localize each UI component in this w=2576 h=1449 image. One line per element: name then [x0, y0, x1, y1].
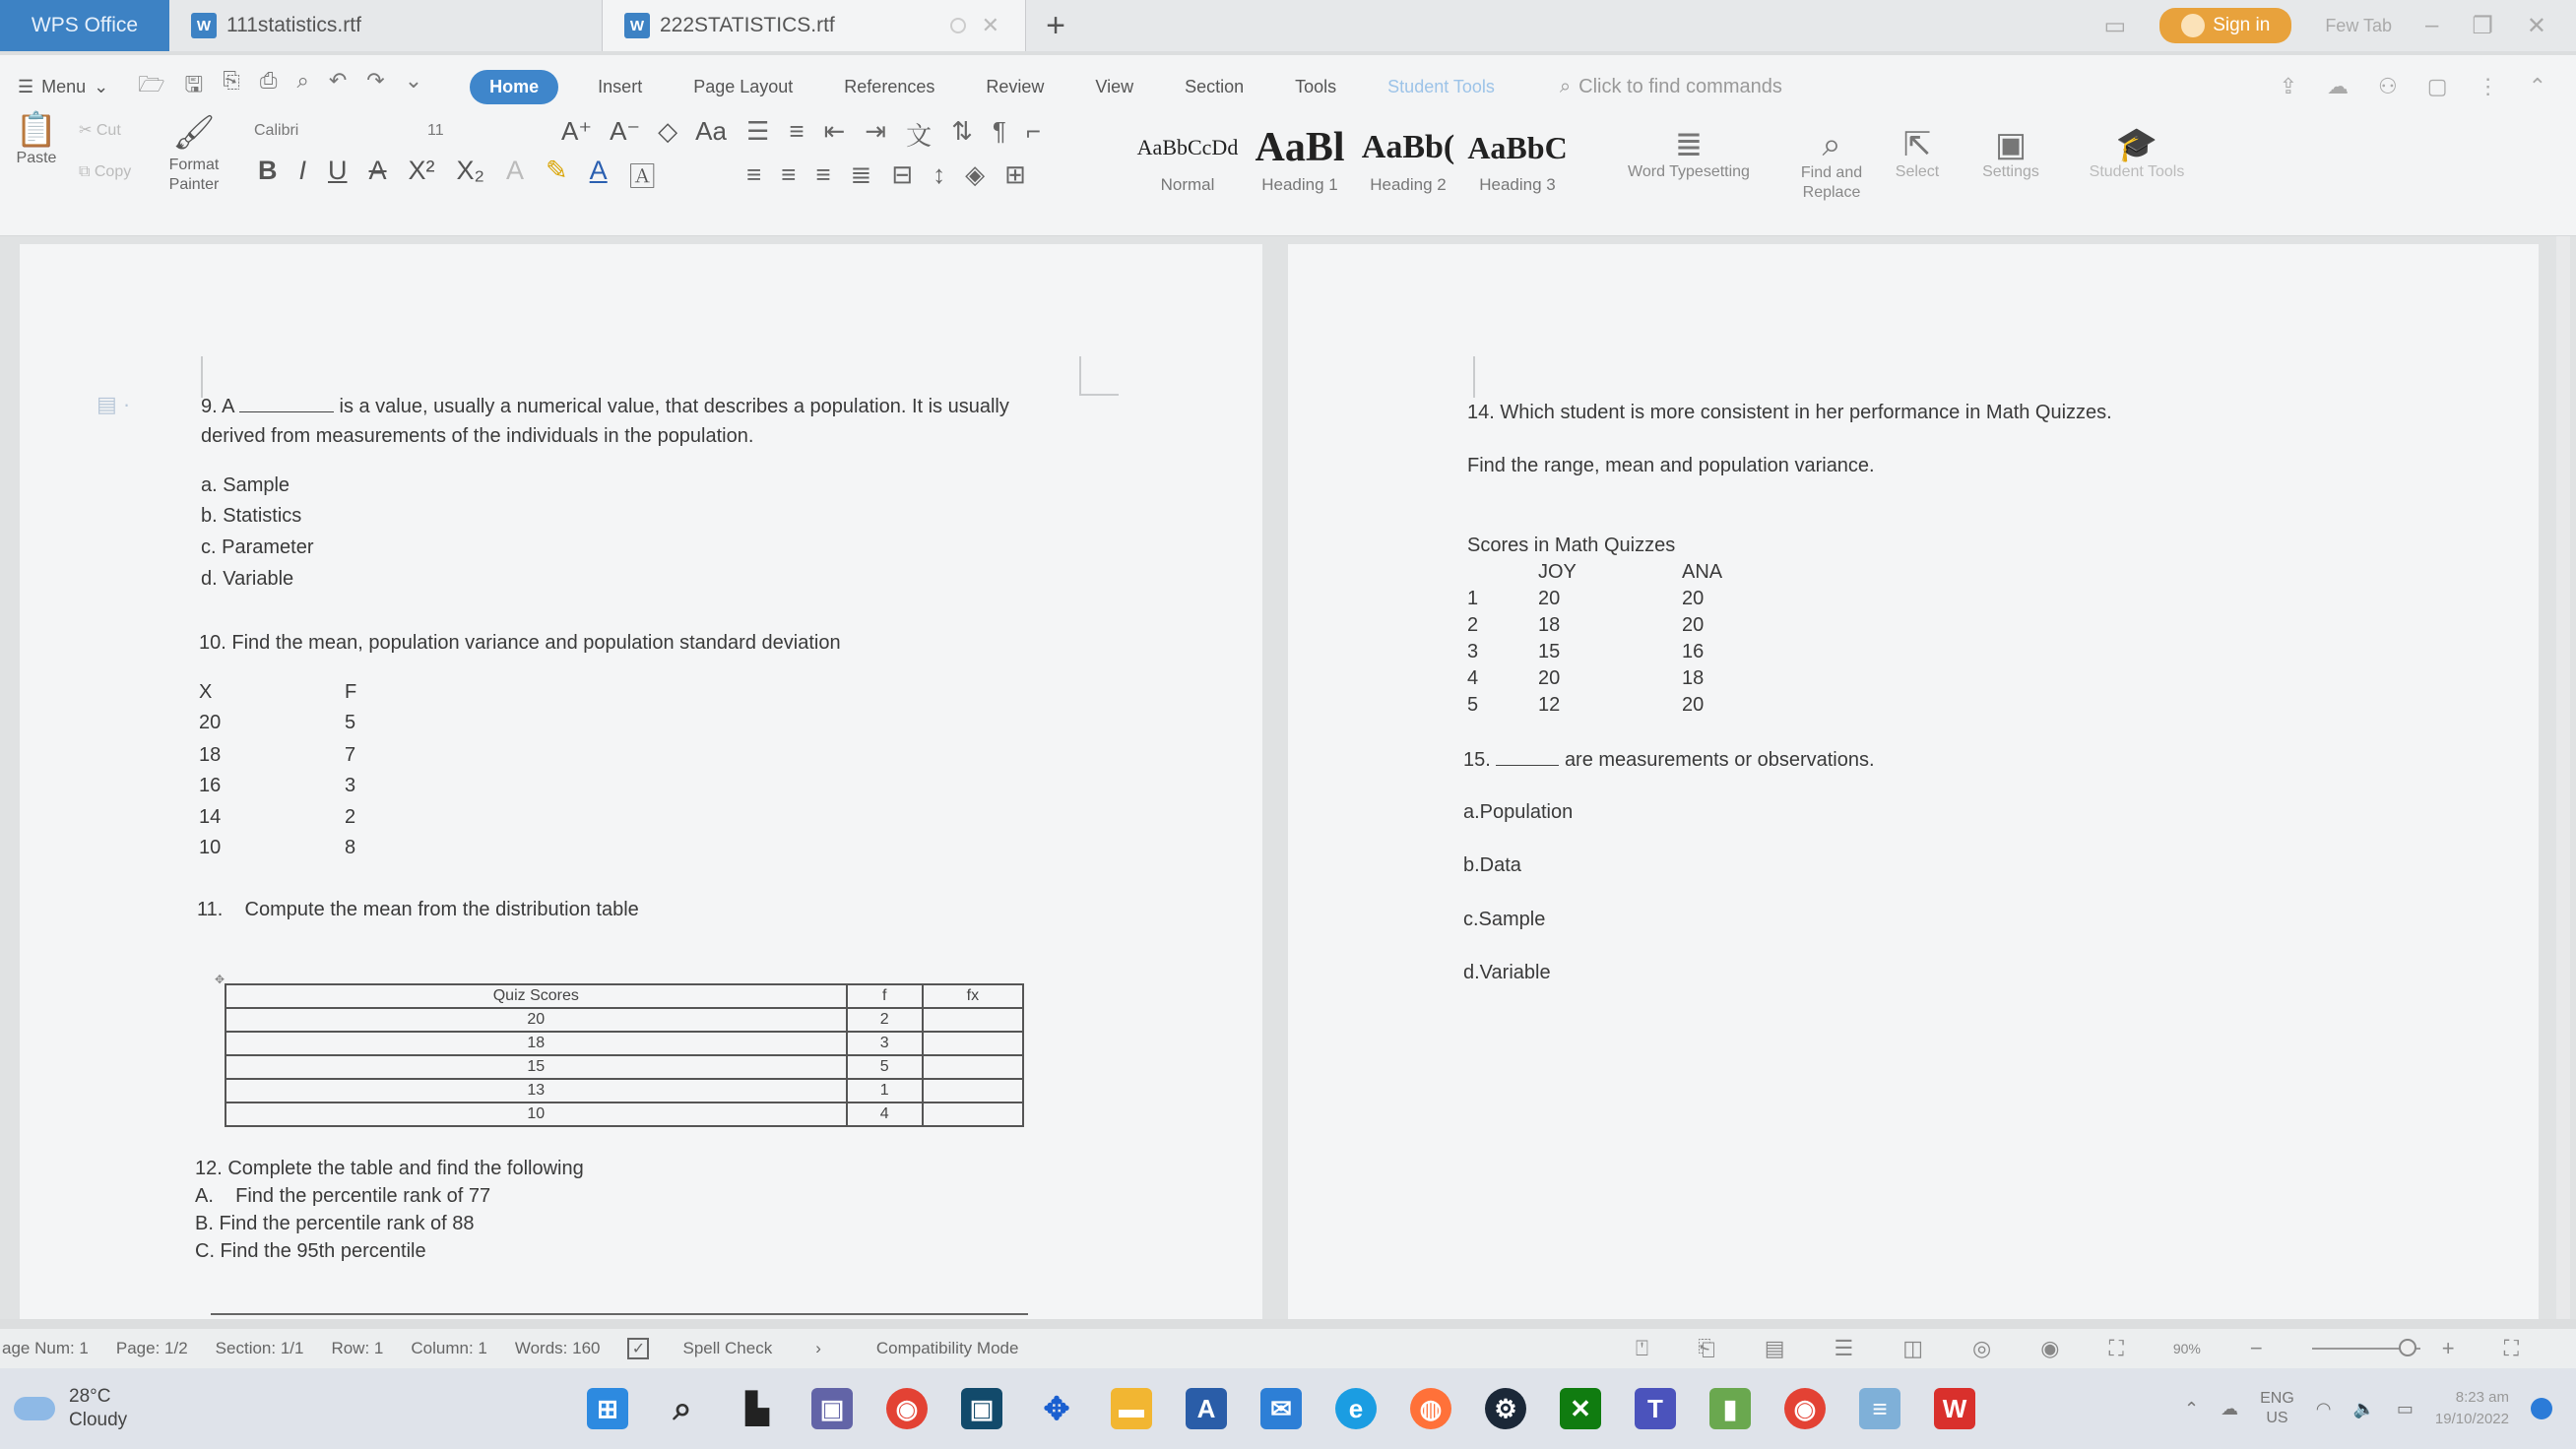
- table-cell[interactable]: [923, 1008, 1023, 1032]
- taskbar-apps: [587, 1388, 1975, 1429]
- cloud-icon: [14, 1397, 55, 1420]
- chevron-right-icon: ›: [815, 1339, 821, 1357]
- align-left-icon[interactable]: ≡: [746, 159, 762, 189]
- q15-blank: [1496, 765, 1559, 766]
- shrink-font-icon[interactable]: A⁻: [610, 116, 641, 146]
- crop-mark: [1465, 356, 1475, 398]
- redo-icon[interactable]: ↷: [366, 68, 385, 93]
- zoom-in-icon[interactable]: +: [2441, 1336, 2455, 1360]
- tab-section[interactable]: Section: [1185, 76, 1245, 96]
- font-format-tools: [258, 156, 656, 194]
- doc-tab-label: 111statistics.rtf: [226, 14, 361, 36]
- scores-ana: 20: [1682, 614, 1705, 636]
- collaborate-icon[interactable]: ⚇: [2378, 74, 2398, 98]
- q15-option-a: a.Population: [1463, 801, 1574, 823]
- subscript-icon[interactable]: X₂: [456, 156, 485, 185]
- zoom-knob[interactable]: [2399, 1339, 2416, 1356]
- q9-blank: [239, 411, 334, 412]
- sort-icon[interactable]: ⇅: [951, 116, 973, 146]
- windows-taskbar: [0, 1368, 2576, 1449]
- justify-icon[interactable]: ≣: [850, 159, 872, 189]
- tab-insert[interactable]: Insert: [598, 76, 643, 96]
- export-pdf-icon[interactable]: ⎘: [223, 68, 240, 93]
- clock-time: 8:23 am: [2455, 1389, 2509, 1406]
- paragraph-tools-bottom: [746, 159, 1026, 190]
- table-cell[interactable]: 20: [225, 1008, 847, 1032]
- numbering-icon[interactable]: ≡: [789, 116, 805, 146]
- increase-indent-icon[interactable]: ⇥: [865, 116, 887, 146]
- crop-mark: [193, 356, 203, 398]
- app-icon[interactable]: ▣: [961, 1388, 1002, 1429]
- new-tab-button[interactable]: +: [1046, 6, 1065, 44]
- q12-item-b: B. Find the percentile rank of 88: [195, 1213, 475, 1234]
- print-icon[interactable]: ⎙: [259, 68, 278, 93]
- table-cell[interactable]: 1: [847, 1079, 923, 1102]
- scores-ana: 18: [1682, 667, 1705, 689]
- task-view-icon[interactable]: ▙: [745, 1392, 769, 1425]
- teams-chat-icon[interactable]: ▣: [811, 1388, 853, 1429]
- tab-references[interactable]: References: [844, 76, 935, 96]
- outline-view-icon[interactable]: ☰: [1834, 1336, 1854, 1360]
- scores-joy: 18: [1538, 614, 1561, 636]
- scores-ana: 20: [1682, 694, 1705, 716]
- char-border-icon[interactable]: 🄰: [628, 162, 656, 192]
- copy-label: Copy: [94, 163, 132, 180]
- q11-text: 11. Compute the mean from the distribution table: [197, 899, 639, 920]
- decrease-indent-icon[interactable]: ⇤: [823, 116, 846, 146]
- underline-icon[interactable]: U: [328, 156, 348, 185]
- restore-icon[interactable]: ❐: [2472, 12, 2493, 39]
- status-section: Section: 1/1: [215, 1339, 304, 1357]
- collapse-ribbon-icon[interactable]: ⌃: [2528, 74, 2546, 98]
- crop-mark: [1079, 356, 1119, 396]
- word-typesetting-label: Word Typesetting: [1628, 163, 1750, 180]
- q10-x: 18: [199, 744, 222, 766]
- dropbox-icon[interactable]: ✥: [1043, 1391, 1070, 1426]
- change-case-icon[interactable]: Aa: [695, 116, 727, 146]
- scores-title: Scores in Math Quizzes: [1467, 535, 1676, 556]
- weather-condition: Cloudy: [69, 1410, 128, 1430]
- file-explorer-icon[interactable]: ▬: [1111, 1388, 1152, 1429]
- q15-option-d: d.Variable: [1463, 962, 1551, 983]
- scores-joy: 12: [1538, 694, 1561, 716]
- title-bar-right: [2104, 0, 2576, 51]
- close-window-icon[interactable]: ✕: [2526, 12, 2546, 39]
- scores-ana: 20: [1682, 588, 1705, 609]
- status-page[interactable]: Page: 1/2: [115, 1339, 188, 1357]
- save-icon[interactable]: 🖫: [184, 72, 204, 96]
- minimize-icon[interactable]: –: [2425, 12, 2439, 38]
- volume-icon[interactable]: 🔈: [2352, 1398, 2375, 1418]
- status-page-num: age Num: 1: [2, 1339, 89, 1357]
- q14-text: 14. Which student is more consistent in her performance in Math Quizzes.: [1467, 402, 2112, 423]
- typesetting-icon: ≣: [1674, 126, 1704, 163]
- q10-f: 3: [345, 775, 356, 796]
- paint-brush-icon: 🖌: [172, 114, 216, 152]
- menu-label: Menu: [41, 76, 87, 96]
- menu-bar: [0, 55, 2576, 118]
- close-tab-icon[interactable]: ✕: [981, 13, 999, 37]
- find-replace-button[interactable]: [1790, 126, 1873, 203]
- page-view-icon[interactable]: ▤: [1764, 1336, 1785, 1360]
- show-hidden-icons-icon[interactable]: ⌃: [2184, 1398, 2200, 1418]
- search-icon[interactable]: ⌕: [673, 1389, 692, 1427]
- sign-in-button[interactable]: [2159, 8, 2291, 43]
- clock-date: 19/10/2022: [2434, 1411, 2509, 1427]
- doc-tab-label: 222STATISTICS.rtf: [660, 14, 835, 36]
- tab-tools[interactable]: Tools: [1295, 76, 1337, 96]
- settings-icon: ▣: [1994, 126, 2028, 163]
- style-heading-1[interactable]: [1247, 126, 1353, 195]
- xbox-icon[interactable]: ✕: [1560, 1388, 1601, 1429]
- search-icon: ⌕: [1559, 75, 1572, 97]
- title-bar: [0, 0, 2576, 51]
- style-label: Heading 3: [1479, 175, 1556, 194]
- spell-check-toggle[interactable]: [627, 1338, 848, 1359]
- scores-index: 1: [1467, 588, 1479, 609]
- shading-icon[interactable]: ◈: [965, 159, 986, 189]
- scores-joy: 20: [1538, 588, 1561, 609]
- table-cell[interactable]: 13: [225, 1079, 847, 1102]
- sign-in-label: Sign in: [2213, 15, 2271, 35]
- steam-icon[interactable]: ⚙: [1485, 1388, 1526, 1429]
- q10-f: 8: [345, 837, 356, 858]
- cut-button[interactable]: [79, 120, 121, 140]
- q9-option-d: d. Variable: [201, 568, 294, 590]
- paragraph-handle-icon[interactable]: ▤ ·: [97, 392, 131, 416]
- paste-button[interactable]: [8, 110, 65, 167]
- menu-button[interactable]: [18, 77, 108, 97]
- table-cell[interactable]: 4: [847, 1102, 923, 1126]
- borders-icon[interactable]: ⊞: [1004, 159, 1026, 189]
- lang-bottom: US: [2266, 1410, 2288, 1426]
- revision-icon[interactable]: ⎗: [1698, 1336, 1715, 1360]
- zoom-slider[interactable]: [2312, 1348, 2420, 1350]
- share-icon[interactable]: ⇪: [2279, 74, 2298, 98]
- table-move-handle-icon[interactable]: ✥: [215, 973, 225, 986]
- start-icon[interactable]: ⊞: [587, 1388, 628, 1429]
- q10-x: 14: [199, 806, 222, 828]
- style-label: Normal: [1160, 175, 1215, 194]
- student-tools-button[interactable]: [2078, 126, 2196, 181]
- text-effects-icon[interactable]: A: [506, 156, 525, 185]
- q10-text: 10. Find the mean, population variance and population standard deviation: [199, 632, 841, 654]
- q12-item-a: A. Find the percentile rank of 77: [195, 1185, 491, 1207]
- distributed-icon[interactable]: ⊟: [891, 159, 914, 189]
- scores-joy: 20: [1538, 667, 1561, 689]
- protect-icon[interactable]: ⍞: [1635, 1336, 1649, 1360]
- format-painter-button[interactable]: [161, 110, 226, 195]
- q12-text: 12. Complete the table and find the following: [195, 1158, 584, 1179]
- cut-label: Cut: [96, 122, 121, 139]
- scissors-icon: ✂: [79, 122, 97, 139]
- copy-icon: ⧉: [79, 163, 95, 180]
- graduation-cap-icon: 🎓: [2115, 126, 2158, 163]
- firefox-icon[interactable]: ◍: [1410, 1388, 1451, 1429]
- table-row: [225, 1079, 1023, 1102]
- edge-icon[interactable]: e: [1335, 1388, 1377, 1429]
- mail-icon[interactable]: ✉: [1260, 1388, 1302, 1429]
- wps-office-icon[interactable]: W: [1934, 1388, 1975, 1429]
- find-replace-label: Find and Replace: [1800, 164, 1863, 201]
- font-size-select[interactable]: 11: [427, 122, 444, 139]
- scores-ana: 16: [1682, 641, 1705, 662]
- store-icon[interactable]: A: [1186, 1388, 1227, 1429]
- q15-option-c: c.Sample: [1463, 909, 1546, 930]
- tab-stops-icon[interactable]: ⌐: [1025, 116, 1042, 146]
- scores-index: 3: [1467, 641, 1479, 662]
- zoom-level[interactable]: 90%: [2172, 1341, 2201, 1356]
- app-green-icon[interactable]: ▮: [1709, 1388, 1751, 1429]
- command-search[interactable]: [1560, 76, 1782, 98]
- tab-list-icon[interactable]: ▭: [2103, 12, 2127, 39]
- table-row: [225, 1008, 1023, 1032]
- table-cell[interactable]: 10: [225, 1102, 847, 1126]
- font-color-icon[interactable]: A: [589, 156, 608, 185]
- q10-x: 10: [199, 837, 222, 858]
- system-tray: [2184, 1387, 2576, 1430]
- tab-pin-icon[interactable]: [950, 18, 966, 33]
- q15-line: [1463, 749, 1875, 772]
- comment-icon[interactable]: ▢: [2426, 74, 2448, 98]
- bullets-icon[interactable]: ☰: [746, 116, 770, 146]
- copy-button[interactable]: [79, 163, 131, 181]
- open-folder-icon[interactable]: 🗁: [138, 72, 165, 96]
- settings-button[interactable]: [1969, 126, 2052, 181]
- undo-icon[interactable]: ↶: [328, 68, 348, 93]
- bold-icon[interactable]: B: [258, 156, 278, 185]
- style-heading-3[interactable]: [1463, 126, 1572, 195]
- tab-review[interactable]: Review: [986, 76, 1045, 96]
- select-button[interactable]: [1883, 126, 1952, 181]
- table-row: [225, 1055, 1023, 1079]
- q15-option-b: b.Data: [1463, 854, 1521, 876]
- style-sample: AaBbC: [1467, 130, 1568, 165]
- scores-index: 2: [1467, 614, 1479, 636]
- weather-temperature: 28°C: [69, 1386, 111, 1407]
- paste-label: Paste: [16, 150, 57, 166]
- table-cell[interactable]: 15: [225, 1055, 847, 1079]
- notification-icon[interactable]: [2531, 1398, 2552, 1419]
- quick-access-toolbar: [138, 68, 422, 105]
- q10-f: 7: [345, 744, 356, 766]
- fit-page-icon[interactable]: ⛶: [2108, 1336, 2124, 1360]
- next-table-top-border: [211, 1313, 1028, 1315]
- q9-option-b: b. Statistics: [201, 505, 302, 527]
- fullscreen-icon[interactable]: ⛶: [2503, 1336, 2519, 1360]
- magnifier-icon: ⌕: [1822, 126, 1841, 163]
- tab-page-layout[interactable]: Page Layout: [693, 76, 794, 96]
- font-name-select[interactable]: Calibri: [254, 122, 299, 139]
- font-size-tools: [561, 116, 727, 147]
- align-center-icon[interactable]: ≡: [781, 159, 797, 189]
- clock[interactable]: [2435, 1387, 2509, 1430]
- customize-icon[interactable]: ⌄: [404, 68, 423, 93]
- checkbox-icon: ✓: [627, 1338, 649, 1359]
- strikethrough-icon[interactable]: A: [368, 156, 387, 185]
- language-indicator[interactable]: [2260, 1389, 2294, 1428]
- battery-icon[interactable]: ▭: [2396, 1398, 2414, 1418]
- status-bar: [0, 1329, 2576, 1368]
- compatibility-mode-label: Compatibility Mode: [875, 1339, 1019, 1357]
- wps-office-button[interactable]: WPS Office: [0, 0, 169, 51]
- table-header-cell[interactable]: Quiz Scores: [225, 984, 847, 1008]
- table-row: [225, 1102, 1023, 1126]
- weather-widget[interactable]: [0, 1385, 551, 1432]
- tab-home[interactable]: Home: [470, 70, 558, 104]
- word-typesetting-button[interactable]: [1615, 126, 1763, 181]
- style-normal[interactable]: [1134, 126, 1241, 195]
- zoom-out-icon[interactable]: −: [2249, 1336, 2263, 1360]
- chevron-down-icon: ⌄: [94, 76, 109, 96]
- more-icon[interactable]: ⋮: [2477, 74, 2499, 98]
- chinese-layout-icon[interactable]: 文: [906, 121, 933, 151]
- distribution-table[interactable]: [225, 983, 1024, 1127]
- q9-line2: derived from measurements of the individuals in the population.: [201, 425, 754, 447]
- writer-doc-icon: W: [191, 13, 217, 38]
- status-column: Column: 1: [411, 1339, 487, 1357]
- italic-icon[interactable]: I: [298, 156, 307, 185]
- clear-format-icon[interactable]: ◇: [658, 116, 678, 146]
- onedrive-icon[interactable]: ☁: [2221, 1398, 2239, 1418]
- menu-bar-right: [2280, 74, 2576, 99]
- q14-instruction: Find the range, mean and population variance.: [1467, 455, 1875, 476]
- q10-x: 16: [199, 775, 222, 796]
- q10-x: 20: [199, 712, 222, 733]
- student-tools-label: Student Tools: [2089, 163, 2185, 180]
- reading-view-icon[interactable]: ◫: [1902, 1336, 1924, 1360]
- table-cell[interactable]: [923, 1032, 1023, 1055]
- q10-f: 2: [345, 806, 356, 828]
- few-tab-button[interactable]: Few Tab: [2325, 15, 2393, 35]
- settings-label: Settings: [1982, 163, 2039, 180]
- tab-view[interactable]: View: [1095, 76, 1134, 96]
- vertical-scrollbar[interactable]: [2556, 236, 2570, 1319]
- web-view-icon[interactable]: ◎: [1972, 1336, 1992, 1360]
- status-words[interactable]: Words: 160: [514, 1339, 601, 1357]
- scores-header-joy: JOY: [1538, 561, 1577, 583]
- scores-joy: 15: [1538, 641, 1561, 662]
- doc-tab-111statistics[interactable]: [169, 0, 603, 51]
- q9-rest: is a value, usually a numerical value, that describes a population. It is usually: [339, 396, 1009, 417]
- notepad-icon[interactable]: ≡: [1859, 1388, 1900, 1429]
- q9-option-c: c. Parameter: [201, 536, 314, 558]
- highlight-icon[interactable]: ✎: [546, 156, 568, 185]
- select-label: Select: [1895, 163, 1940, 180]
- teams-icon[interactable]: T: [1635, 1388, 1676, 1429]
- q12-item-c: C. Find the 95th percentile: [195, 1240, 426, 1262]
- show-marks-icon[interactable]: ¶: [992, 116, 1006, 146]
- writer-doc-icon: W: [624, 13, 650, 38]
- table-cell[interactable]: 3: [847, 1032, 923, 1055]
- scores-index: 4: [1467, 667, 1479, 689]
- table-cell[interactable]: [923, 1079, 1023, 1102]
- status-bar-right: [1636, 1336, 2576, 1361]
- command-search-placeholder: Click to find commands: [1578, 75, 1782, 97]
- style-sample: AaBbCcDd: [1136, 135, 1239, 159]
- q9-prefix: 9. A: [201, 396, 234, 417]
- chrome-profile-icon[interactable]: ◉: [1784, 1388, 1826, 1429]
- table-header-cell[interactable]: f: [847, 984, 923, 1008]
- style-heading-2[interactable]: [1355, 126, 1461, 195]
- style-sample: AaBl: [1255, 125, 1345, 170]
- table-cell[interactable]: [923, 1055, 1023, 1079]
- superscript-icon[interactable]: X²: [408, 156, 435, 185]
- eye-protection-icon[interactable]: ◉: [2040, 1336, 2060, 1360]
- wifi-icon[interactable]: ◠: [2315, 1398, 2332, 1418]
- table-cell[interactable]: 2: [847, 1008, 923, 1032]
- q10-f: 5: [345, 712, 356, 733]
- grow-font-icon[interactable]: A⁺: [561, 116, 593, 146]
- paragraph-tools-top: [746, 116, 1041, 153]
- style-label: Heading 1: [1261, 175, 1338, 194]
- lang-top: ENG: [2260, 1390, 2294, 1407]
- style-sample: AaBb(: [1361, 129, 1455, 165]
- spell-check-label: Spell Check: [682, 1339, 773, 1357]
- table-cell[interactable]: 5: [847, 1055, 923, 1079]
- table-header-cell[interactable]: fx: [923, 984, 1023, 1008]
- format-painter-label: Format Painter: [168, 157, 220, 193]
- table-cell[interactable]: [923, 1102, 1023, 1126]
- q15-prefix: 15.: [1463, 749, 1491, 771]
- line-spacing-icon[interactable]: ↕: [933, 159, 946, 189]
- table-header-row: [225, 984, 1023, 1008]
- tab-student-tools[interactable]: Student Tools: [1387, 76, 1495, 96]
- cursor-icon: ⇱: [1902, 126, 1932, 163]
- scores-index: 5: [1467, 694, 1479, 716]
- q10-header-f: F: [345, 681, 357, 703]
- align-right-icon[interactable]: ≡: [815, 159, 831, 189]
- q10-header-x: X: [199, 681, 213, 703]
- doc-tab-222statistics[interactable]: [603, 0, 1026, 51]
- avatar-icon: [2181, 14, 2205, 37]
- table-row: [225, 1032, 1023, 1055]
- q9-option-a: a. Sample: [201, 474, 290, 496]
- chrome-icon[interactable]: ◉: [886, 1388, 928, 1429]
- print-preview-icon[interactable]: ⌕: [296, 68, 309, 93]
- scores-header-ana: ANA: [1682, 561, 1723, 583]
- table-cell[interactable]: 18: [225, 1032, 847, 1055]
- status-row: Row: 1: [331, 1339, 384, 1357]
- cloud-sync-icon[interactable]: ☁: [2327, 74, 2350, 98]
- q15-rest: are measurements or observations.: [1564, 749, 1875, 771]
- style-label: Heading 2: [1370, 175, 1447, 194]
- q9-line1: [201, 396, 1009, 418]
- paste-icon: 📋: [15, 111, 58, 149]
- hamburger-icon: ☰: [18, 76, 34, 96]
